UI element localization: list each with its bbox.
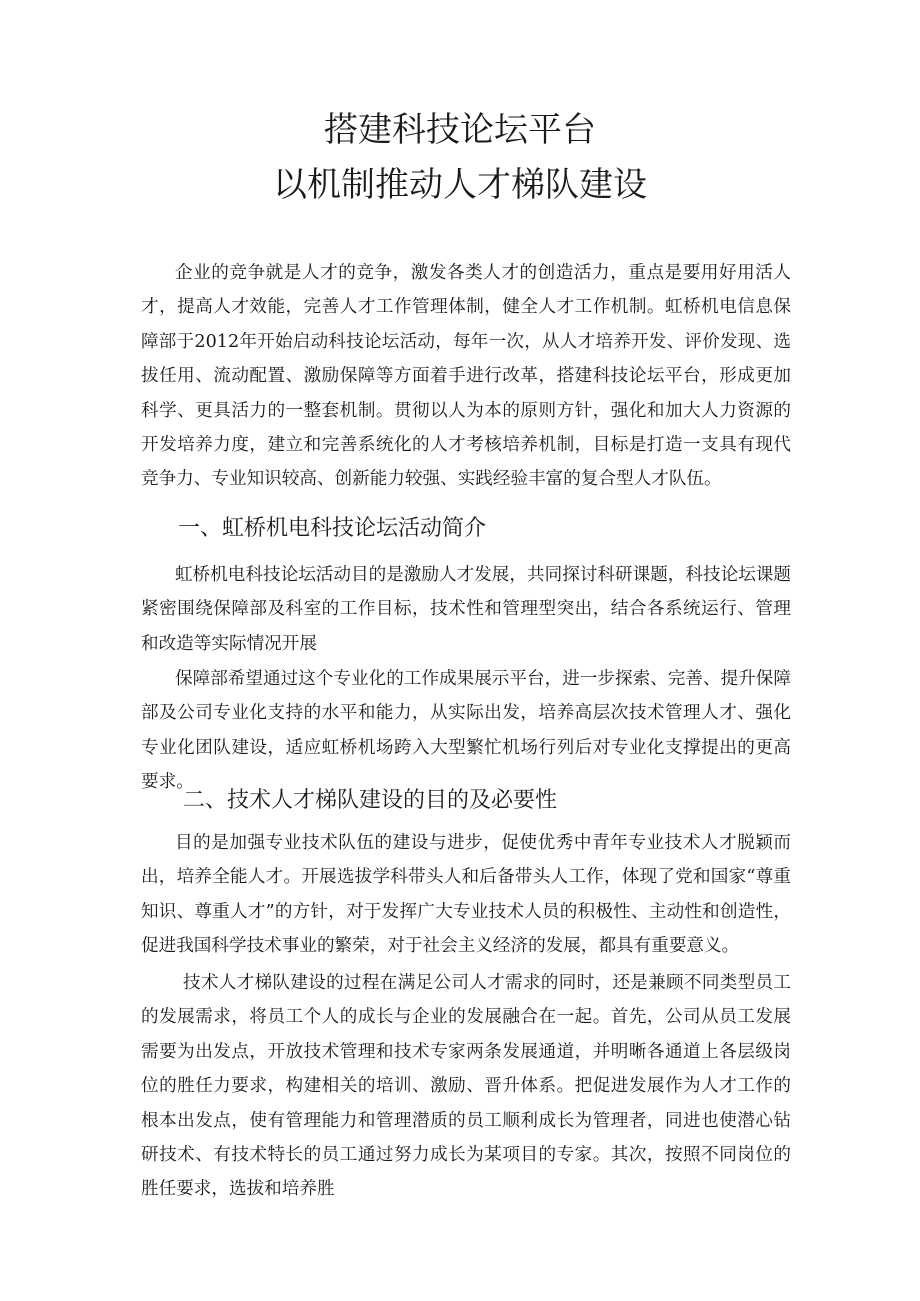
title-line-1: 搭建科技论坛平台 [324,110,596,150]
section-1-paragraph-1: 虹桥机电科技论坛活动目的是激励人才发展，共同探讨科研课题，科技论坛课题紧密围绕保障部及科室的工作目标，技术性和管理型突出，结合各系统运行、管理和改造等实际情况开展 [141,565,791,654]
section-1-paragraph-2: 保障部希望通过这个专业化的工作成果展示平台，进一步探索、完善、提升保障部及公司专业化支持的水平和能力，从实际出发，培养高层次技术管理人才、强化专业化团队建设，适应虹桥机场跨入大型繁忙机场行列后对专业化支撑提出的更高要求。 [141,669,791,793]
intro-paragraph: 企业的竞争就是人才的竞争，激发各类人才的创造活力，重点是要用好用活人才，提高人才效能，完善人才工作管理体制，健全人才工作机制。虹桥机电信息保障部于2012年开始启动科技论坛活动，每年一次，从人才培养开发、评价发现、选拔任用、流动配置、激励保障等方面着手进行改革，搭建科技论坛平台，形成更加科学、更具活力的一整套机制。贯彻以人为本的原则方针，强化和加大人力资源的开发培养力度，建立和完善系统化的人才考核培养机制，目标是打造一支具有现代竞争力、专业知识较高、创新能力较强、实践经验丰富的复合型人才队伍。 [141,263,791,490]
section-2-paragraph-2: 技术人才梯队建设的过程在满足公司人才需求的同时，还是兼顾不同类型员工的发展需求，将员工个人的成长与企业的发展融合在一起。首先，公司从员工发展需要为出发点，开放技术管理和技术专家两条发展通道，并明晰各通道上各层级岗位的胜任力要求，构建相关的培训、激励、晋升体系。把促进发展作为人才工作的根本出发点，使有管理能力和管理潜质的员工顺利成长为管理者，同进也使潜心钻研技术、有技术特长的员工通过努力成长为某项目的专家。其次，按照不同岗位的胜任要求，选拔和培养胜 [141,973,791,1200]
section-heading-1: 一、虹桥机电科技论坛活动简介 [178,516,487,541]
title-line-2: 以机制推动人才梯队建设 [273,165,647,205]
section-heading-2: 二、技术人才梯队建设的目的及必要性 [183,788,558,813]
section-2-paragraph-1: 目的是加强专业技术队伍的建设与进步，促使优秀中青年专业技术人才脱颖而出，培养全能人才。开展选拔学科带头人和后备带头人工作，体现了党和国家“尊重知识、尊重人才”的方针，对于发挥广大专业技术人员的积极性、主动性和创造性，促进我国科学技术事业的繁荣，对于社会主义经济的发展，都具有重要意义。 [141,833,791,957]
